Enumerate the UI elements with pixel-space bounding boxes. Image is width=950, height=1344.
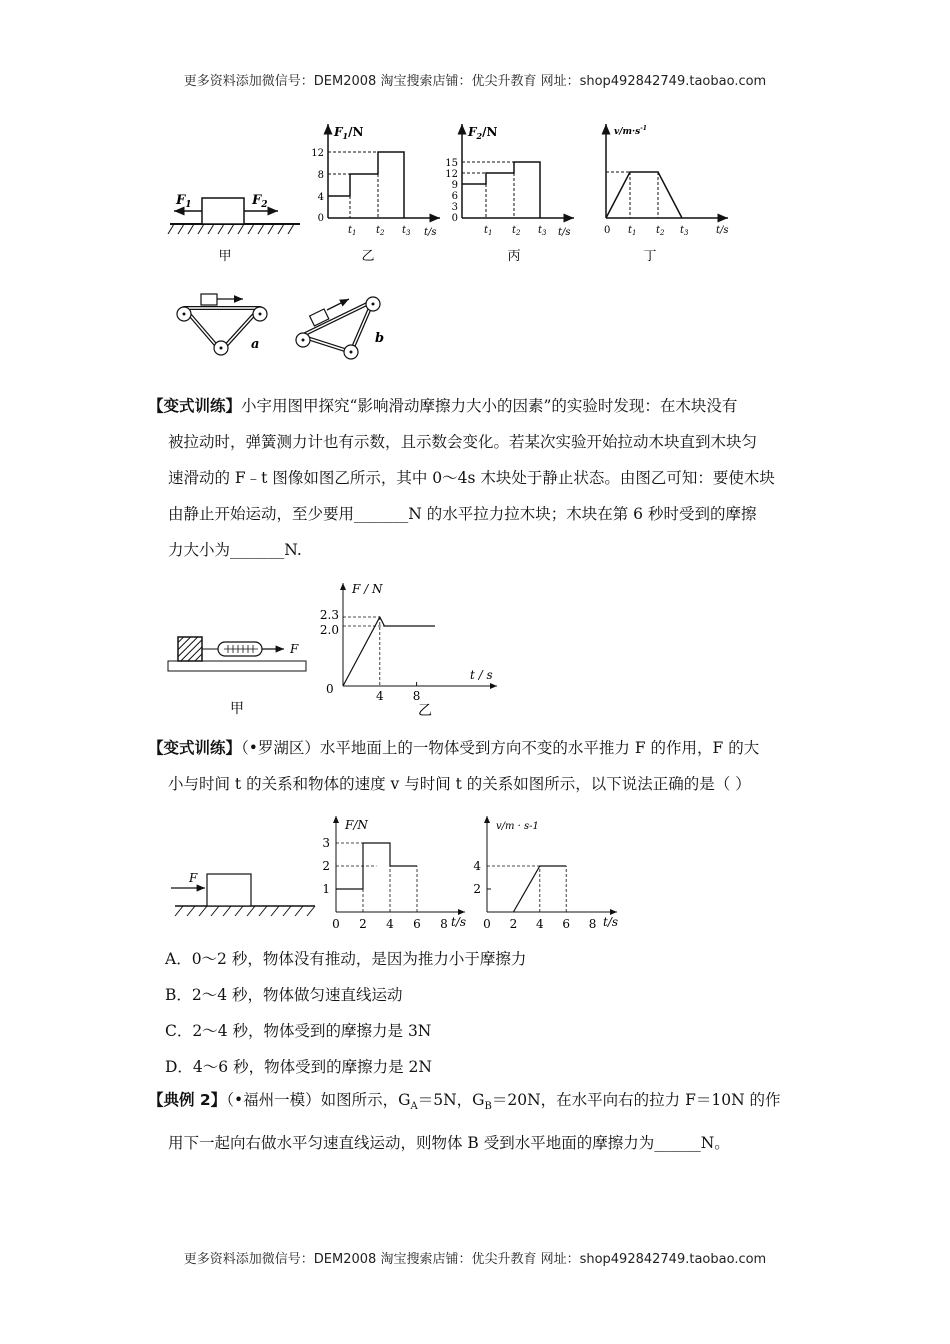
belt-a [177, 294, 267, 355]
x-tick-6: 6 [562, 917, 571, 931]
y-tick-4: 4 [473, 859, 481, 873]
conveyor-belt-figures [165, 286, 395, 368]
svg-text:F1/N: $F_1/N$ [334, 125, 364, 141]
x-tick-4: 4 [535, 917, 544, 931]
option-c[interactable]: C．2～4 秒，物体受到的摩擦力是 3N [165, 1022, 432, 1040]
svg-text:F1: $F_1$ [176, 193, 192, 210]
svg-text:甲: 甲 [218, 249, 232, 264]
x-tick-2: 2 [509, 917, 518, 931]
svg-text:甲: 甲 [230, 701, 244, 717]
question-1: 【变式训练】小宇用图甲探究“影响滑动摩擦力大小的因素”的实验时发现：在木块没有 被拉动时，弹簧测力计也有示数，且示数会变化。若某次实验开始拉动木块直到木块匀 速滑动的 F﹣t 图像如图乙所示，其中 0～4s 木块处于静止状态。由图乙可知：要使木块 由静止开始运动，至少要用_______N 的水平拉力拉木块；木块在第 6 秒时受到的摩擦 力大小为_______N. [148, 397, 775, 559]
svg-text:b: b [375, 331, 385, 346]
figure-group-2 [160, 575, 520, 720]
chart-f-t-push [322, 816, 466, 931]
y-tick-2: 2 [473, 882, 481, 896]
y-axis-label: F/N [345, 818, 368, 832]
x-tick-0: 0 [483, 917, 491, 931]
chart-v-t [473, 816, 618, 931]
svg-text:t1: $t_1$ [628, 225, 637, 237]
chart-f-t-static-friction [320, 582, 497, 719]
svg-text:F: F [189, 871, 198, 885]
x-tick-2: 2 [359, 917, 367, 931]
svg-text:3: 3 [451, 202, 458, 213]
chart-yi-f1 [311, 124, 440, 264]
svg-text:丁: 丁 [643, 249, 657, 264]
svg-text:t2: $t_2$ [376, 225, 385, 237]
svg-text:v/m·s-1: $v/m\cdot s^{-1}$ [614, 125, 647, 137]
svg-text:8: 8 [317, 170, 324, 181]
svg-text:t1: $t_1$ [484, 225, 493, 237]
question-tag: 【变式训练】 [148, 397, 242, 415]
x-tick-6: 6 [413, 917, 421, 931]
svg-text:t3: $t_3$ [402, 225, 411, 237]
svg-text:t2: $t_2$ [656, 225, 665, 237]
svg-text:乙: 乙 [418, 703, 432, 719]
figure-group-3 [165, 812, 635, 937]
x-tick-4: 4 [375, 689, 384, 703]
x-tick-0: 0 [326, 682, 334, 696]
option-a[interactable]: A．0～2 秒，物体没有推动，是因为推力小于摩擦力 [165, 950, 527, 968]
pushed-block-diagram [171, 871, 315, 916]
svg-text:0: 0 [451, 213, 458, 224]
y-tick-3: 3 [322, 836, 330, 850]
svg-text:15: 15 [445, 158, 458, 169]
svg-text:9: 9 [451, 180, 458, 191]
chart-bing-f2 [445, 124, 574, 264]
svg-text:t3: $t_3$ [538, 225, 547, 237]
option-d[interactable]: D．4～6 秒，物体受到的摩擦力是 2N [165, 1058, 432, 1076]
y-axis-label: F / N [352, 582, 383, 596]
svg-text:t/s: t/s [424, 227, 437, 238]
y-tick-2.3: 2.3 [319, 608, 339, 622]
force-series-line [343, 617, 435, 686]
question-tag: 【变式训练】 [148, 739, 242, 757]
y-axis-label: v/m · s-1 [496, 821, 539, 832]
svg-text:0: 0 [604, 225, 611, 236]
block-diagram-jia [168, 193, 300, 264]
svg-text:F: F [290, 642, 299, 656]
x-axis-label: t/s [603, 915, 619, 929]
svg-text:F2: $F_2$ [252, 193, 268, 210]
svg-text:12: 12 [311, 148, 324, 159]
page-footer: 更多资料添加微信号：DEM2008 淘宝搜索店铺：优尖升教育 网址：shop492842749.taobao.com [183, 1252, 767, 1267]
svg-text:12: 12 [445, 169, 458, 180]
svg-text:6: 6 [451, 191, 458, 202]
svg-text:乙: 乙 [361, 249, 375, 264]
page-header: 更多资料添加微信号：DEM2008 淘宝搜索店铺：优尖升教育 网址：shop492842749.taobao.com [183, 74, 767, 89]
question-3: 【典例 2】（•福州一模）如图所示，$G_A=5N$，$G_B=20N$，在水平向右的拉力 F＝10N 的作 用下一起向右做水平匀速直线运动，则物体 B 受到水平地面的摩擦力为______N。 [148, 1091, 781, 1153]
option-b[interactable]: B．2～4 秒，物体做匀速直线运动 [165, 986, 403, 1004]
spring-balance-setup [168, 637, 306, 717]
y-tick-1: 1 [322, 882, 330, 896]
svg-text:t1: $t_1$ [348, 225, 357, 237]
y-tick-2.0: 2.0 [319, 623, 339, 637]
x-tick-4: 4 [386, 917, 394, 931]
question-2: 【变式训练】（•罗湖区）水平地面上的一物体受到方向不变的水平推力 F 的作用，F 的大 小与时间 t 的关系和物体的速度 v 与时间 t 的关系如图所示，以下说法正确的是（ ） [148, 739, 760, 793]
svg-text:t3: $t_3$ [680, 225, 689, 237]
svg-text:4: 4 [317, 192, 324, 203]
x-tick-8: 8 [588, 917, 597, 931]
question-tag: 【典例 2】 [148, 1091, 227, 1109]
figure-group-1 [160, 118, 740, 268]
belt-b [296, 297, 384, 359]
svg-text:0: 0 [317, 213, 324, 224]
svg-text:a: a [251, 337, 260, 352]
svg-text:t/s: t/s [716, 225, 729, 236]
chart-ding-v [604, 124, 729, 264]
x-tick-8: 8 [440, 917, 448, 931]
svg-text:t2: $t_2$ [512, 225, 521, 237]
svg-text:t/s: t/s [558, 227, 571, 238]
x-axis-label: t / s [470, 668, 493, 682]
x-axis-label: t/s [451, 915, 467, 929]
svg-text:丙: 丙 [507, 249, 521, 264]
y-tick-2: 2 [322, 859, 330, 873]
svg-text:F2/N: $F_2/N$ [468, 125, 498, 141]
x-tick-0: 0 [332, 917, 340, 931]
x-tick-8: 8 [412, 689, 421, 703]
